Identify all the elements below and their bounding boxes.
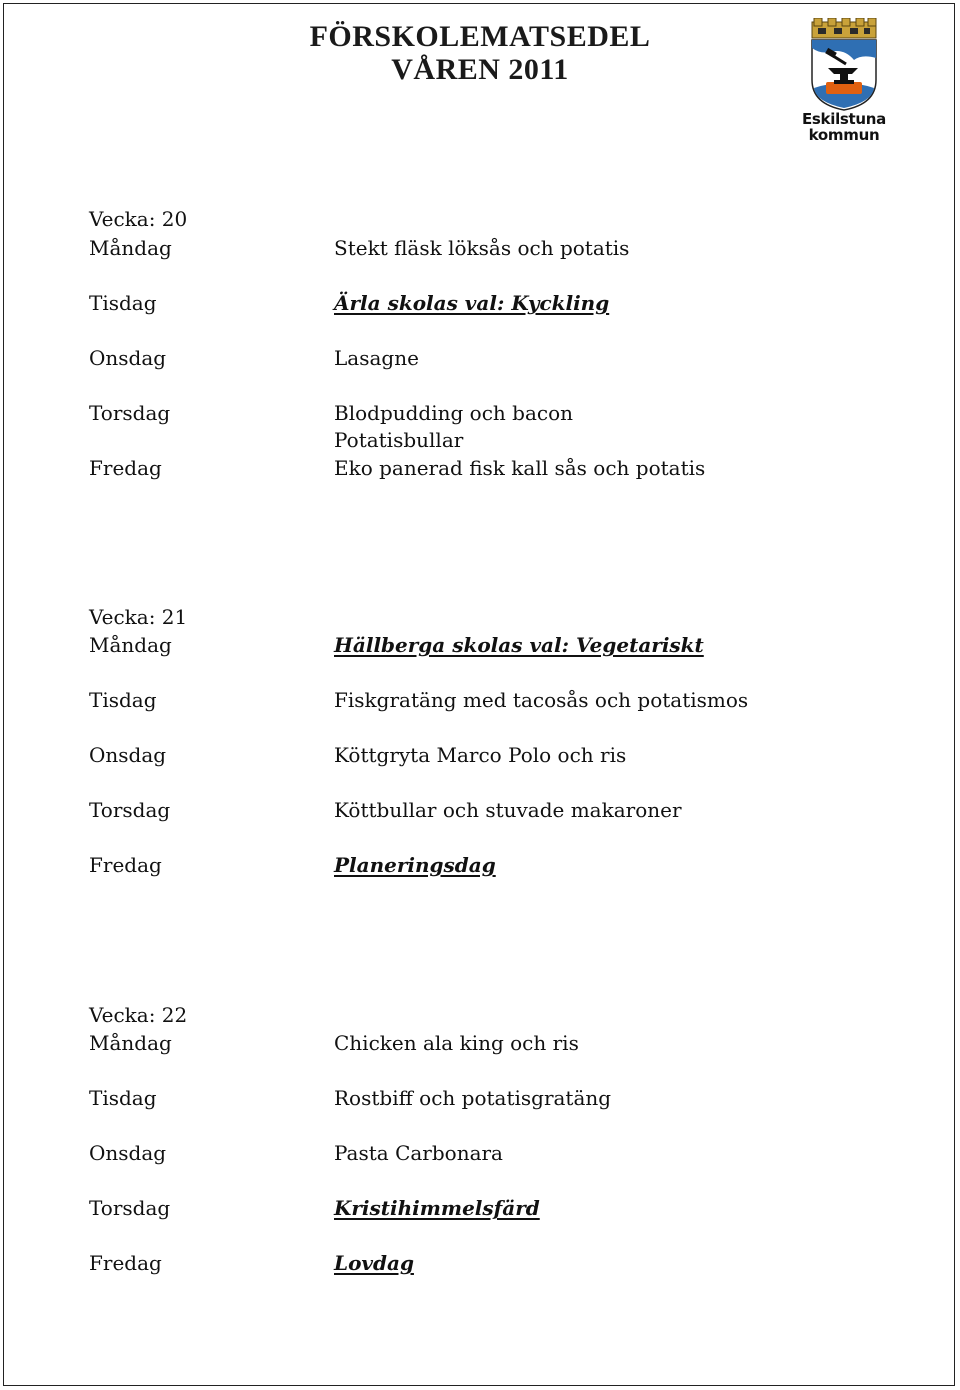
meal-monday: Hällberga skolas val: Vegetariskt <box>334 633 704 657</box>
day-monday: Måndag <box>89 1031 172 1055</box>
meal-friday: Eko panerad fisk kall sås och potatis <box>334 456 706 480</box>
day-friday: Fredag <box>89 1251 162 1275</box>
meal-tuesday: Ärla skolas val: Kyckling <box>334 291 610 315</box>
meal-wednesday: Köttgryta Marco Polo och ris <box>334 743 627 767</box>
day-thursday: Torsdag <box>89 798 171 822</box>
meal-wednesday: Lasagne <box>334 346 419 370</box>
week-label: Vecka: 22 <box>89 1003 188 1027</box>
meal-monday: Stekt fläsk löksås och potatis <box>334 236 630 260</box>
meal-thursday: Köttbullar och stuvade makaroner <box>334 798 682 822</box>
day-tuesday: Tisdag <box>89 291 157 315</box>
logo-text-line2: kommun <box>808 126 880 144</box>
menu-subtitle: VÅREN 2011 <box>391 53 569 86</box>
meal-thursday: Kristihimmelsfärd <box>334 1196 540 1220</box>
day-wednesday: Onsdag <box>89 743 167 767</box>
day-friday: Fredag <box>89 456 162 480</box>
meal-friday: Lovdag <box>334 1251 414 1275</box>
meal-thursday: Blodpudding och bacon <box>334 401 573 425</box>
logo-text-line1: Eskilstuna <box>801 110 886 128</box>
day-wednesday: Onsdag <box>89 1141 167 1165</box>
day-thursday: Torsdag <box>89 401 171 425</box>
day-monday: Måndag <box>89 236 172 260</box>
day-wednesday: Onsdag <box>89 346 167 370</box>
week-label: Vecka: 21 <box>89 605 188 629</box>
meal-friday: Planeringsdag <box>334 853 496 877</box>
day-tuesday: Tisdag <box>89 1086 157 1110</box>
meal-wednesday: Pasta Carbonara <box>334 1141 503 1165</box>
menu-title: FÖRSKOLEMATSEDEL <box>309 20 651 53</box>
day-thursday: Torsdag <box>89 1196 171 1220</box>
day-friday: Fredag <box>89 853 162 877</box>
day-tuesday: Tisdag <box>89 688 157 712</box>
week-label: Vecka: 20 <box>89 207 188 231</box>
meal-tuesday: Rostbiff och potatisgratäng <box>334 1086 612 1110</box>
day-monday: Måndag <box>89 633 172 657</box>
meal-extra: Potatisbullar <box>334 428 464 452</box>
meal-monday: Chicken ala king och ris <box>334 1031 579 1055</box>
meal-tuesday: Fiskgratäng med tacosås och potatismos <box>334 688 749 712</box>
